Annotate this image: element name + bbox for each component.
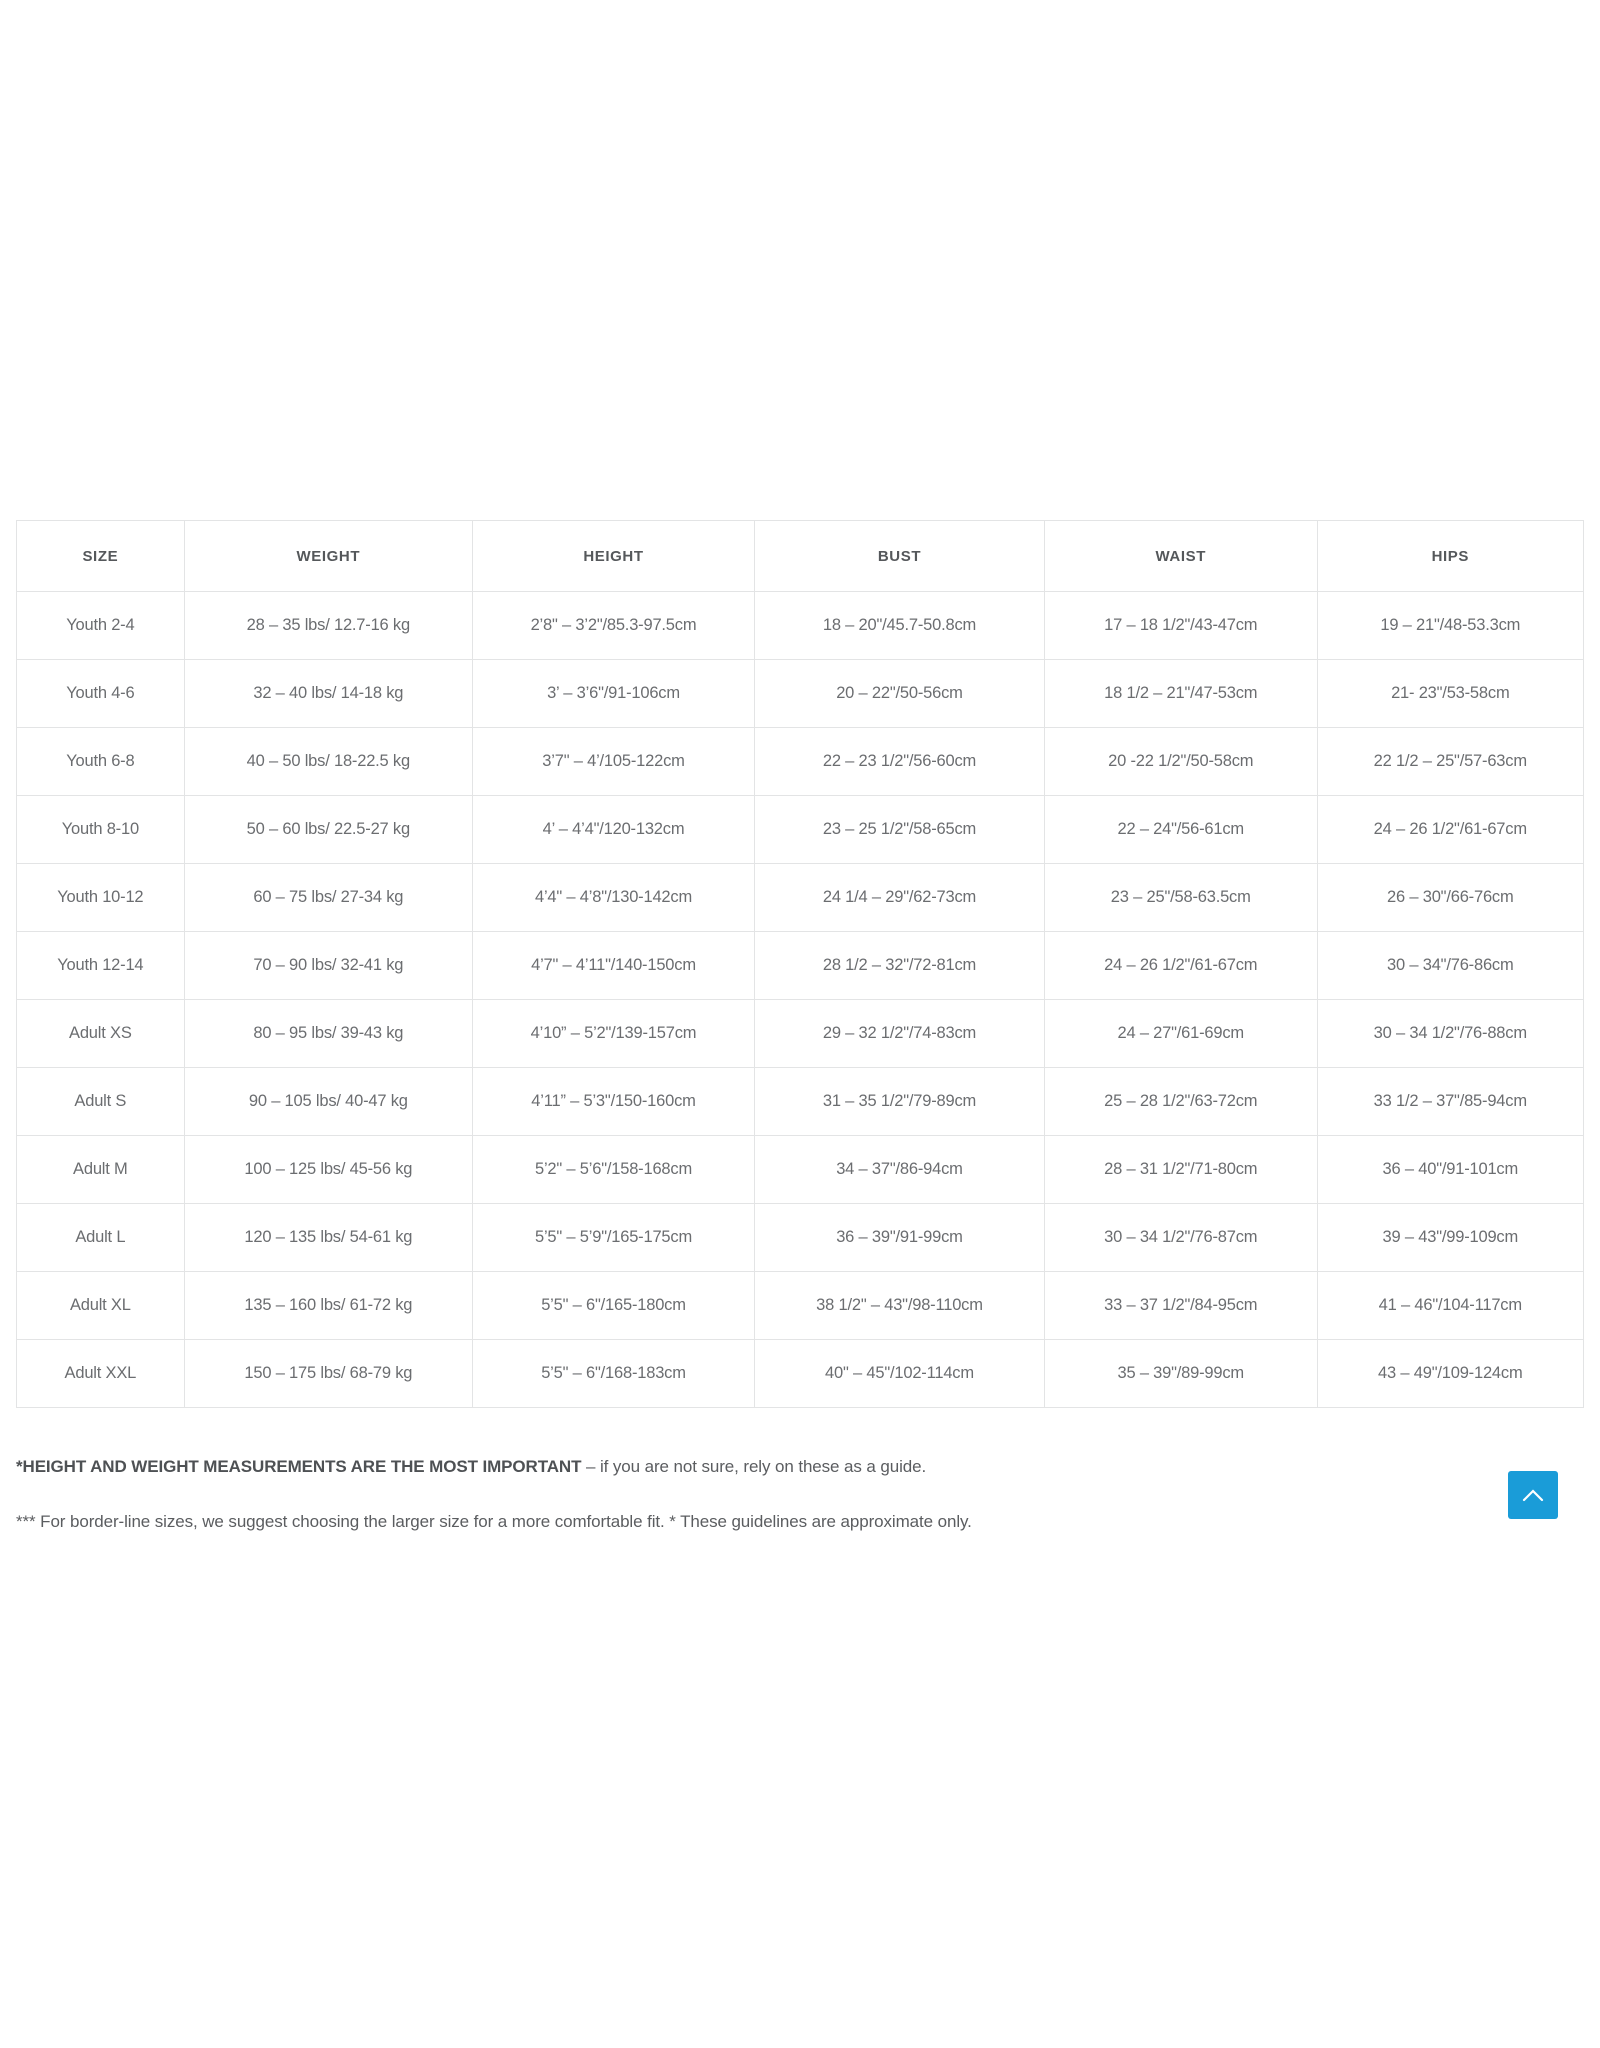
table-cell: 41 – 46"/104-117cm	[1317, 1272, 1583, 1340]
table-cell: 38 1/2" – 43"/98-110cm	[755, 1272, 1045, 1340]
table-row	[17, 660, 1584, 728]
table-cell: 60 – 75 lbs/ 27-34 kg	[184, 864, 472, 932]
table-row	[17, 796, 1584, 864]
table-cell: 22 – 24"/56-61cm	[1044, 796, 1317, 864]
table-cell: 26 – 30"/66-76cm	[1317, 864, 1583, 932]
table-cell: Youth 4-6	[17, 660, 185, 728]
column-header-height: HEIGHT	[472, 521, 754, 592]
table-cell: Adult L	[17, 1204, 185, 1272]
table-cell: 100 – 125 lbs/ 45-56 kg	[184, 1136, 472, 1204]
table-cell: 28 – 35 lbs/ 12.7-16 kg	[184, 592, 472, 660]
table-cell: Adult XXL	[17, 1340, 185, 1408]
table-cell: 23 – 25 1/2"/58-65cm	[755, 796, 1045, 864]
table-cell: 18 – 20"/45.7-50.8cm	[755, 592, 1045, 660]
table-row	[17, 864, 1584, 932]
table-cell: 4’11” – 5’3"/150-160cm	[472, 1068, 754, 1136]
table-row	[17, 1204, 1584, 1272]
table-cell: 3’ – 3’6"/91-106cm	[472, 660, 754, 728]
table-cell: 80 – 95 lbs/ 39-43 kg	[184, 1000, 472, 1068]
table-cell: 5’2" – 5’6"/158-168cm	[472, 1136, 754, 1204]
table-cell: 39 – 43"/99-109cm	[1317, 1204, 1583, 1272]
column-header-waist: WAIST	[1044, 521, 1317, 592]
table-cell: 4’7" – 4’11"/140-150cm	[472, 932, 754, 1000]
table-cell: 43 – 49"/109-124cm	[1317, 1340, 1583, 1408]
table-cell: Youth 2-4	[17, 592, 185, 660]
column-header-weight: WEIGHT	[184, 521, 472, 592]
footnote-height-weight-bold: *HEIGHT AND WEIGHT MEASUREMENTS ARE THE MOST IMPORTANT	[16, 1457, 582, 1476]
table-cell: 30 – 34"/76-86cm	[1317, 932, 1583, 1000]
table-row	[17, 592, 1584, 660]
table-cell: 120 – 135 lbs/ 54-61 kg	[184, 1204, 472, 1272]
column-header-hips: HIPS	[1317, 521, 1583, 592]
table-cell: 24 – 26 1/2"/61-67cm	[1317, 796, 1583, 864]
table-cell: Adult XS	[17, 1000, 185, 1068]
table-row	[17, 1068, 1584, 1136]
table-cell: 2’8" – 3’2"/85.3-97.5cm	[472, 592, 754, 660]
table-cell: 70 – 90 lbs/ 32-41 kg	[184, 932, 472, 1000]
size-chart-table	[16, 520, 1584, 1408]
column-header-bust: BUST	[755, 521, 1045, 592]
table-cell: 4’ – 4’4"/120-132cm	[472, 796, 754, 864]
table-row	[17, 1272, 1584, 1340]
footnote-borderline: *** For border-line sizes, we suggest choosing the larger size for a more comfortable fit. * These guidelines are approximate only.	[16, 1511, 972, 1531]
table-cell: 33 1/2 – 37"/85-94cm	[1317, 1068, 1583, 1136]
table-cell: 33 – 37 1/2"/84-95cm	[1044, 1272, 1317, 1340]
table-cell: 4’10” – 5’2"/139-157cm	[472, 1000, 754, 1068]
table-cell: Youth 8-10	[17, 796, 185, 864]
table-cell: 24 1/4 – 29"/62-73cm	[755, 864, 1045, 932]
footnote-height-weight-rest: – if you are not sure, rely on these as a guide.	[581, 1457, 927, 1476]
table-cell: 21- 23"/53-58cm	[1317, 660, 1583, 728]
footnote-height-weight	[16, 1456, 1584, 1479]
table-cell: 5’5" – 5’9"/165-175cm	[472, 1204, 754, 1272]
table-cell: 90 – 105 lbs/ 40-47 kg	[184, 1068, 472, 1136]
table-cell: Youth 12-14	[17, 932, 185, 1000]
table-cell: 36 – 40"/91-101cm	[1317, 1136, 1583, 1204]
table-cell: 36 – 39"/91-99cm	[755, 1204, 1045, 1272]
table-cell: 135 – 160 lbs/ 61-72 kg	[184, 1272, 472, 1340]
table-row	[17, 1340, 1584, 1408]
table-cell: 24 – 27"/61-69cm	[1044, 1000, 1317, 1068]
table-cell: 25 – 28 1/2"/63-72cm	[1044, 1068, 1317, 1136]
table-cell: 150 – 175 lbs/ 68-79 kg	[184, 1340, 472, 1408]
table-cell: Adult M	[17, 1136, 185, 1204]
table-cell: 32 – 40 lbs/ 14-18 kg	[184, 660, 472, 728]
table-cell: 5’5" – 6"/165-180cm	[472, 1272, 754, 1340]
table-cell: 30 – 34 1/2"/76-88cm	[1317, 1000, 1583, 1068]
table-cell: 4’4" – 4’8"/130-142cm	[472, 864, 754, 932]
table-cell: Adult XL	[17, 1272, 185, 1340]
table-row	[17, 1136, 1584, 1204]
table-cell: 28 1/2 – 32"/72-81cm	[755, 932, 1045, 1000]
blank-space-above-table	[0, 0, 1600, 520]
table-cell: 40 – 50 lbs/ 18-22.5 kg	[184, 728, 472, 796]
table-cell: 34 – 37"/86-94cm	[755, 1136, 1045, 1204]
table-cell: 18 1/2 – 21"/47-53cm	[1044, 660, 1317, 728]
table-header-row	[17, 521, 1584, 592]
table-cell: 50 – 60 lbs/ 22.5-27 kg	[184, 796, 472, 864]
table-row	[17, 728, 1584, 796]
table-cell: Adult S	[17, 1068, 185, 1136]
table-cell: 20 – 22"/50-56cm	[755, 660, 1045, 728]
table-cell: 22 1/2 – 25"/57-63cm	[1317, 728, 1583, 796]
table-cell: 24 – 26 1/2"/61-67cm	[1044, 932, 1317, 1000]
chevron-up-icon	[1522, 1489, 1544, 1502]
scroll-to-top-button[interactable]	[1508, 1471, 1558, 1519]
table-cell: 40" – 45"/102-114cm	[755, 1340, 1045, 1408]
table-cell: 31 – 35 1/2"/79-89cm	[755, 1068, 1045, 1136]
table-cell: 29 – 32 1/2"/74-83cm	[755, 1000, 1045, 1068]
table-cell: 3’7" – 4’/105-122cm	[472, 728, 754, 796]
column-header-size: SIZE	[17, 521, 185, 592]
table-row	[17, 1000, 1584, 1068]
table-cell: 23 – 25"/58-63.5cm	[1044, 864, 1317, 932]
table-cell: 17 – 18 1/2"/43-47cm	[1044, 592, 1317, 660]
table-cell: 5’5" – 6"/168-183cm	[472, 1340, 754, 1408]
table-cell: 20 -22 1/2"/50-58cm	[1044, 728, 1317, 796]
table-cell: 19 – 21"/48-53.3cm	[1317, 592, 1583, 660]
table-cell: 28 – 31 1/2"/71-80cm	[1044, 1136, 1317, 1204]
table-cell: 35 – 39"/89-99cm	[1044, 1340, 1317, 1408]
table-cell: Youth 6-8	[17, 728, 185, 796]
table-row	[17, 932, 1584, 1000]
table-cell: 30 – 34 1/2"/76-87cm	[1044, 1204, 1317, 1272]
table-cell: Youth 10-12	[17, 864, 185, 932]
table-cell: 22 – 23 1/2"/56-60cm	[755, 728, 1045, 796]
